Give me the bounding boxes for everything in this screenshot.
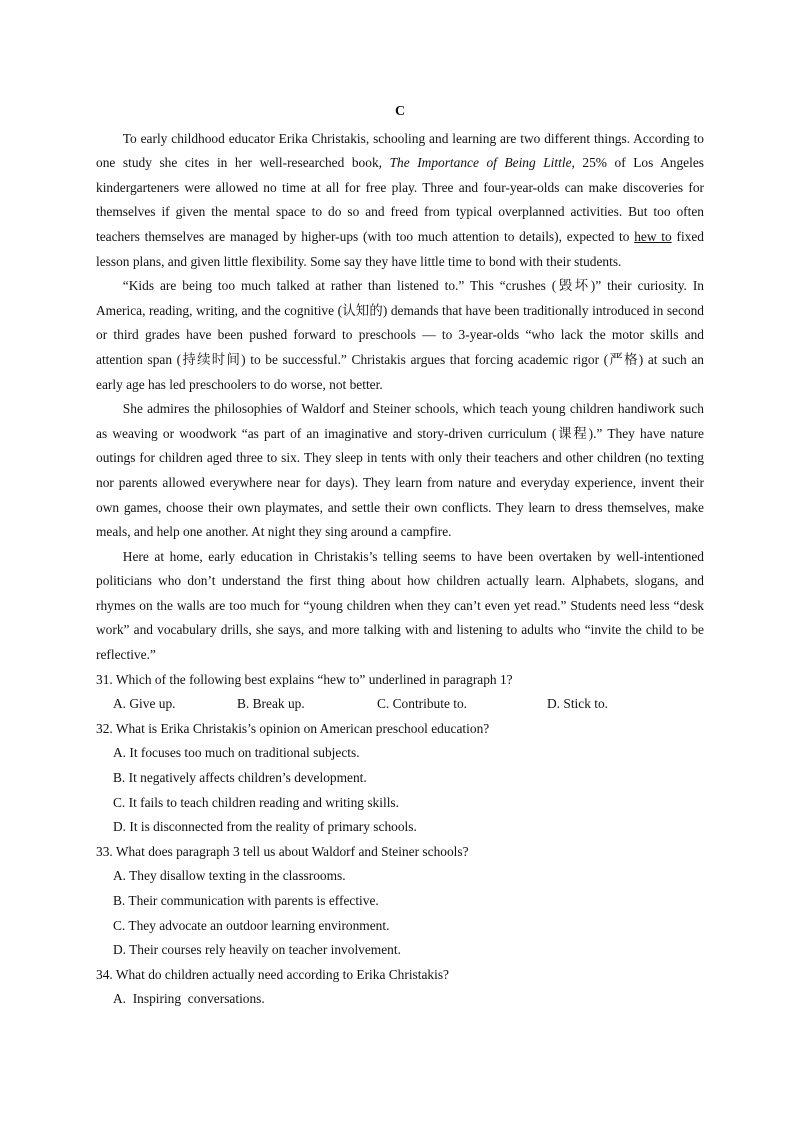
option-d: D. It is disconnected from the reality of primary schools. [113, 819, 417, 835]
option-a: A. Inspiring conversations. [113, 991, 265, 1007]
option-c: C. It fails to teach children reading and writing skills. [113, 794, 399, 810]
document-page [96, 100, 704, 1012]
question-33: 33. What does paragraph 3 tell us about Waldorf and Steiner schools? [96, 843, 469, 859]
option-a: A. Give up. [113, 696, 176, 712]
option-b: B. Their communication with parents is effective. [113, 893, 379, 908]
option-d: D. Their courses rely heavily on teacher involvement. [113, 942, 401, 958]
paragraph-1-text-c: fixed lesson plans, and given little flexibility. Some say they have little time to bond with their students. [96, 228, 704, 269]
underlined-phrase: hew to [634, 228, 672, 244]
option-b: B. It negatively affects children’s development. [113, 770, 367, 786]
option-a: A. They disallow texting in the classrooms. [113, 868, 346, 884]
paragraph-4: Here at home, early education in Christakis’s telling seems to have been overtaken by well-intentioned politicians who don’t understand the first thing about how children actually learn. Alphabets, slogans, and rhymes on the walls are too much for “young children when they can’t even yet read.” Students need less “desk work” and vocabulary drills, she says, and more talking with and listening to adults who “invite the child to be reflective.” [96, 548, 704, 663]
paragraph-3: She admires the philosophies of Waldorf and Steiner schools, which teach young children handiwork such as weaving or woodwork “as part of an imaginative and story-driven curriculum (课程).” They have nature outings for children aged three to six. They sleep in tents with only their teachers and other children (no texting nor parents allowed everywhere near for days). They learn from nature and everyday experience, invent their own games, choose their own playmates, and settle their own conflicts. They learn to dress themselves, make meals, and help one another. At night they sing around a campfire. [96, 401, 704, 540]
question-32: 32. What is Erika Christakis’s opinion on American preschool education? [96, 720, 490, 736]
option-c: C. Contribute to. [377, 696, 468, 712]
option-c: C. They advocate an outdoor learning environment. [113, 917, 390, 933]
question-31: 31. Which of the following best explains “hew to” underlined in paragraph 1? [96, 671, 513, 687]
question-34: 34. What do children actually need according to Erika Christakis? [96, 966, 450, 982]
option-b: B. Break up. [237, 696, 305, 712]
question-31-options [113, 692, 704, 717]
paragraph-1-text-a: To early childhood educator Erika Christakis, schooling and learning are two different things. According to one study she cites in her well-researched book, [96, 130, 704, 171]
book-title: The Importance of Being Little, [389, 155, 575, 171]
option-d: D. Stick to. [547, 696, 609, 712]
paragraph-2: “Kids are being too much talked at rather than listened to.” This “crushes (毁坏)” their curiosity. In America, reading, writing, and the cognitive (认知的) demands that have been traditionally introduced in second or third grades have been pushed forward to preschools — to 3-year-olds “who lack the motor skills and attention span (持续时间) to be successful.” Christakis argues that forcing academic rigor (严格) at such an early age has led preschoolers to do worse, not better. [96, 278, 704, 392]
paragraph-1 [96, 127, 704, 275]
paragraph-1-text-b: 25% of Los Angeles kindergarteners were allowed no time at all for free play. Three and four-year-olds can make discoveries for themselves if given the mental space to do so and freed from typical overplanned activities. But too often teachers themselves are managed by higher-ups (with too much attention to details), expected to [96, 155, 704, 244]
option-a: A. It focuses too much on traditional subjects. [113, 745, 360, 761]
section-title: C [394, 104, 406, 119]
